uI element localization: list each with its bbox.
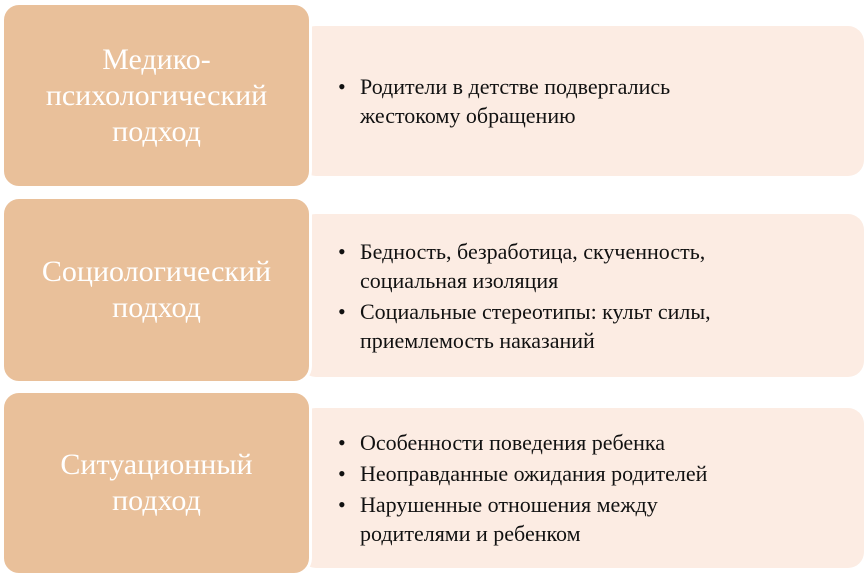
bullet-list-situational — [338, 426, 844, 550]
bullet-text: Бедность, безработица, скученность, социальная изоляция — [360, 238, 706, 293]
bullet-text: Родители в детстве подвергались жестокому обращению — [360, 74, 671, 128]
bullet-text: Особенности поведения ребенка — [360, 430, 666, 455]
label-line: Медико- — [102, 42, 211, 76]
bullet-text: Социальные стереотипы: культ силы, приемлемость наказаний — [360, 298, 711, 353]
bullet-item — [338, 428, 780, 457]
bullet-item — [338, 490, 750, 548]
label-line: подход — [112, 484, 201, 517]
label-line: психологический — [45, 78, 268, 112]
bullet-icon: • — [338, 461, 346, 486]
bullet-icon: • — [338, 492, 346, 517]
label-line: подход — [112, 291, 201, 324]
label-line: Социологический — [41, 255, 272, 288]
bullet-item — [338, 459, 810, 488]
bullet-icon: • — [338, 238, 346, 264]
bullet-text: Неоправданные ожидания родителей — [360, 461, 708, 486]
label-line: подход — [112, 114, 201, 148]
bullet-icon: • — [338, 430, 346, 455]
label-box-situational — [1, 390, 312, 576]
bullet-icon: • — [338, 74, 346, 99]
bullet-icon: • — [338, 298, 346, 324]
label-line: Ситуационный — [60, 448, 253, 481]
bullet-text: Нарушенные отношения между родителями и ребенком — [360, 492, 658, 546]
detail-box-situational — [300, 408, 864, 568]
